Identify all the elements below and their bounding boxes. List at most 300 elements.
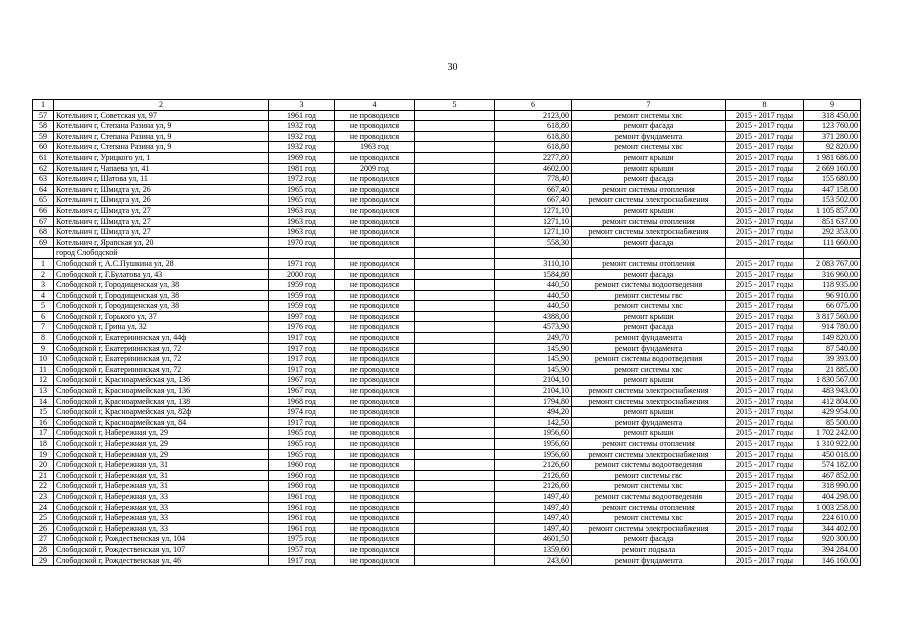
- area-cell: 2104,10: [495, 386, 572, 397]
- build-year-cell: 1960 год: [269, 470, 335, 481]
- work-type-cell: ремонт крыши: [572, 375, 726, 386]
- row-number-cell: 27: [33, 534, 54, 545]
- work-type-cell: ремонт системы хвс: [572, 513, 726, 524]
- area-cell: 440,50: [495, 280, 572, 291]
- work-type-cell: ремонт подвала: [572, 544, 726, 555]
- build-year-cell: 1968 год: [269, 396, 335, 407]
- cost-cell: 344 402.00: [804, 523, 861, 534]
- period-cell: 2015 - 2017 годы: [726, 195, 804, 206]
- build-year-cell: 1917 год: [269, 333, 335, 344]
- table-row: [33, 174, 861, 185]
- build-year-cell: 1997 год: [269, 311, 335, 322]
- work-type-cell: ремонт фундамента: [572, 343, 726, 354]
- table-row: [33, 343, 861, 354]
- period-cell: 2015 - 2017 годы: [726, 491, 804, 502]
- last-repair-cell: не проводился: [335, 407, 415, 418]
- address-cell: Слободской г, Красноармейская ул, 136: [54, 375, 269, 386]
- row-number-cell: 66: [33, 205, 54, 216]
- cost-cell: 371 280.00: [804, 131, 861, 142]
- last-repair-cell: не проводился: [335, 258, 415, 269]
- cost-cell: 851 637.00: [804, 216, 861, 227]
- empty-cell: [415, 258, 495, 269]
- build-year-cell: 1975 год: [269, 534, 335, 545]
- page-number: 30: [447, 62, 458, 73]
- table-row: [33, 110, 861, 121]
- period-cell: 2015 - 2017 годы: [726, 428, 804, 439]
- build-year-cell: 1960 год: [269, 460, 335, 471]
- header-cell: 7: [572, 100, 726, 111]
- area-cell: 145,90: [495, 364, 572, 375]
- empty-cell: [415, 417, 495, 428]
- build-year-cell: 1965 год: [269, 449, 335, 460]
- work-type-cell: ремонт системы электроснабжения: [572, 523, 726, 534]
- last-repair-cell: не проводился: [335, 152, 415, 163]
- area-cell: 243,60: [495, 555, 572, 566]
- period-cell: 2015 - 2017 годы: [726, 481, 804, 492]
- table-row: [33, 544, 861, 555]
- work-type-cell: ремонт системы отопления: [572, 439, 726, 450]
- empty-cell: [415, 491, 495, 502]
- table-row: [33, 364, 861, 375]
- cost-cell: 1 310 922.00: [804, 439, 861, 450]
- empty-cell: [415, 227, 495, 238]
- row-number-cell: 59: [33, 131, 54, 142]
- last-repair-cell: не проводился: [335, 439, 415, 450]
- work-type-cell: ремонт фасада: [572, 237, 726, 248]
- work-type-cell: ремонт крыши: [572, 205, 726, 216]
- empty-cell: [415, 449, 495, 460]
- build-year-cell: 1961 год: [269, 523, 335, 534]
- last-repair-cell: не проводился: [335, 311, 415, 322]
- work-type-cell: ремонт крыши: [572, 152, 726, 163]
- last-repair-cell: не проводился: [335, 523, 415, 534]
- cost-cell: 146 160.00: [804, 555, 861, 566]
- work-type-cell: ремонт крыши: [572, 163, 726, 174]
- period-cell: 2015 - 2017 годы: [726, 354, 804, 365]
- period-cell: 2015 - 2017 годы: [726, 258, 804, 269]
- header-cell: 4: [335, 100, 415, 111]
- build-year-cell: 1932 год: [269, 131, 335, 142]
- row-number-cell: 58: [33, 121, 54, 132]
- work-type-cell: ремонт системы хвс: [572, 110, 726, 121]
- work-type-cell: ремонт фундамента: [572, 333, 726, 344]
- last-repair-cell: не проводился: [335, 460, 415, 471]
- row-number-cell: 5: [33, 301, 54, 312]
- build-year-cell: 1970 год: [269, 237, 335, 248]
- work-type-cell: ремонт фасада: [572, 322, 726, 333]
- period-cell: 2015 - 2017 годы: [726, 534, 804, 545]
- work-type-cell: ремонт фундамента: [572, 555, 726, 566]
- last-repair-cell: не проводился: [335, 386, 415, 397]
- work-type-cell: ремонт системы водоотведения: [572, 354, 726, 365]
- area-cell: 3110,10: [495, 258, 572, 269]
- row-number-cell: 65: [33, 195, 54, 206]
- empty-cell: [415, 184, 495, 195]
- build-year-cell: 1961 год: [269, 502, 335, 513]
- area-cell: 2126,60: [495, 460, 572, 471]
- area-cell: 4388,00: [495, 311, 572, 322]
- work-type-cell: ремонт системы хвс: [572, 301, 726, 312]
- build-year-cell: 1960 год: [269, 481, 335, 492]
- cost-cell: 404 298.00: [804, 491, 861, 502]
- table-row: [33, 301, 861, 312]
- last-repair-cell: 2009 год: [335, 163, 415, 174]
- work-type-cell: ремонт фасада: [572, 174, 726, 185]
- row-number-cell: 23: [33, 491, 54, 502]
- row-number-cell: 63: [33, 174, 54, 185]
- address-cell: Слободской г, Грина ул, 32: [54, 322, 269, 333]
- empty-cell: [415, 364, 495, 375]
- cost-cell: 21 885.00: [804, 364, 861, 375]
- row-number-cell: 26: [33, 523, 54, 534]
- row-number-cell: 3: [33, 280, 54, 291]
- empty-cell: [415, 343, 495, 354]
- row-number-cell: 17: [33, 428, 54, 439]
- empty-cell: [415, 205, 495, 216]
- area-cell: 2126,60: [495, 481, 572, 492]
- last-repair-cell: не проводился: [335, 449, 415, 460]
- last-repair-cell: не проводился: [335, 534, 415, 545]
- table-row: [33, 449, 861, 460]
- work-type-cell: ремонт системы отопления: [572, 502, 726, 513]
- period-cell: 2015 - 2017 годы: [726, 142, 804, 153]
- header-cell: 5: [415, 100, 495, 111]
- table-row: [33, 195, 861, 206]
- row-number-cell: 2: [33, 269, 54, 280]
- cost-cell: 149 820.00: [804, 333, 861, 344]
- last-repair-cell: не проводился: [335, 110, 415, 121]
- table-row: [33, 428, 861, 439]
- area-cell: 558,30: [495, 237, 572, 248]
- empty-cell: [335, 248, 415, 259]
- cost-cell: 1 702 242.00: [804, 428, 861, 439]
- header-cell: 8: [726, 100, 804, 111]
- last-repair-cell: не проводился: [335, 131, 415, 142]
- build-year-cell: 1974 год: [269, 407, 335, 418]
- row-number-cell: 57: [33, 110, 54, 121]
- area-cell: 1794,80: [495, 396, 572, 407]
- cost-cell: 292 353.00: [804, 227, 861, 238]
- work-type-cell: ремонт крыши: [572, 407, 726, 418]
- build-year-cell: 1972 год: [269, 174, 335, 185]
- work-type-cell: ремонт системы хвс: [572, 481, 726, 492]
- work-type-cell: ремонт системы хвс: [572, 364, 726, 375]
- build-year-cell: 1981 год: [269, 163, 335, 174]
- build-year-cell: 1969 год: [269, 152, 335, 163]
- area-cell: 2277,80: [495, 152, 572, 163]
- last-repair-cell: не проводился: [335, 205, 415, 216]
- area-cell: 778,40: [495, 174, 572, 185]
- row-number-cell: 29: [33, 555, 54, 566]
- work-type-cell: ремонт системы электроснабжения: [572, 396, 726, 407]
- last-repair-cell: не проводился: [335, 290, 415, 301]
- address-cell: Слободской г, Набережная ул, 33: [54, 513, 269, 524]
- table-row: [33, 216, 861, 227]
- address-cell: Котельнич г, Степана Разина ул, 9: [54, 131, 269, 142]
- empty-cell: [415, 110, 495, 121]
- row-number-cell: 16: [33, 417, 54, 428]
- cost-cell: 111 660.00: [804, 237, 861, 248]
- period-cell: 2015 - 2017 годы: [726, 449, 804, 460]
- work-type-cell: ремонт системы электроснабжения: [572, 227, 726, 238]
- period-cell: 2015 - 2017 годы: [726, 110, 804, 121]
- empty-cell: [415, 407, 495, 418]
- last-repair-cell: не проводился: [335, 502, 415, 513]
- table-row: [33, 227, 861, 238]
- table-body: [33, 100, 861, 566]
- period-cell: 2015 - 2017 годы: [726, 290, 804, 301]
- build-year-cell: 1971 год: [269, 258, 335, 269]
- last-repair-cell: не проводился: [335, 544, 415, 555]
- area-cell: 4602,00: [495, 163, 572, 174]
- cost-cell: 450 018.00: [804, 449, 861, 460]
- last-repair-cell: не проводился: [335, 301, 415, 312]
- row-number-cell: 64: [33, 184, 54, 195]
- empty-cell: [415, 386, 495, 397]
- build-year-cell: 1963 год: [269, 216, 335, 227]
- period-cell: 2015 - 2017 годы: [726, 407, 804, 418]
- cost-cell: 574 182.00: [804, 460, 861, 471]
- table-row: [33, 555, 861, 566]
- table-header-row: [33, 100, 861, 111]
- last-repair-cell: не проводился: [335, 417, 415, 428]
- period-cell: 2015 - 2017 годы: [726, 555, 804, 566]
- address-cell: Слободской г, Набережная ул, 31: [54, 460, 269, 471]
- empty-cell: [415, 502, 495, 513]
- cost-cell: 3 817 560.00: [804, 311, 861, 322]
- build-year-cell: 1965 год: [269, 195, 335, 206]
- cost-cell: 153 502.00: [804, 195, 861, 206]
- work-type-cell: ремонт фундамента: [572, 417, 726, 428]
- address-cell: Котельнич г, Урицкого ул, 1: [54, 152, 269, 163]
- address-cell: Слободской г, Рождественская ул, 104: [54, 534, 269, 545]
- header-cell: 6: [495, 100, 572, 111]
- cost-cell: 118 935.00: [804, 280, 861, 291]
- empty-cell: [415, 280, 495, 291]
- empty-cell: [269, 248, 335, 259]
- section-row: [33, 248, 861, 259]
- period-cell: 2015 - 2017 годы: [726, 343, 804, 354]
- last-repair-cell: не проводился: [335, 184, 415, 195]
- empty-cell: [415, 290, 495, 301]
- address-cell: Слободской г, Красноармейская ул, 136: [54, 386, 269, 397]
- build-year-cell: 1932 год: [269, 142, 335, 153]
- period-cell: 2015 - 2017 годы: [726, 417, 804, 428]
- cost-cell: 920 300.00: [804, 534, 861, 545]
- build-year-cell: 1917 год: [269, 343, 335, 354]
- table-row: [33, 131, 861, 142]
- period-cell: 2015 - 2017 годы: [726, 301, 804, 312]
- cost-cell: 123 760.00: [804, 121, 861, 132]
- empty-cell: [415, 142, 495, 153]
- work-type-cell: ремонт системы водоотведения: [572, 460, 726, 471]
- row-number-cell: 13: [33, 386, 54, 397]
- table-row: [33, 163, 861, 174]
- period-cell: 2015 - 2017 годы: [726, 322, 804, 333]
- address-cell: Слободской г, Г.Булатова ул, 43: [54, 269, 269, 280]
- cost-cell: 1 830 567.00: [804, 375, 861, 386]
- empty-cell: [415, 237, 495, 248]
- last-repair-cell: не проводился: [335, 322, 415, 333]
- table-row: [33, 237, 861, 248]
- build-year-cell: 1963 год: [269, 227, 335, 238]
- row-number-cell: 21: [33, 470, 54, 481]
- row-number-cell: 4: [33, 290, 54, 301]
- period-cell: 2015 - 2017 годы: [726, 502, 804, 513]
- empty-cell: [726, 248, 804, 259]
- area-cell: 2104,10: [495, 375, 572, 386]
- header-cell: 2: [54, 100, 269, 111]
- build-year-cell: 1961 год: [269, 491, 335, 502]
- last-repair-cell: не проводился: [335, 195, 415, 206]
- address-cell: Котельнич г, Степана Разина ул, 9: [54, 142, 269, 153]
- area-cell: 1956,60: [495, 449, 572, 460]
- period-cell: 2015 - 2017 годы: [726, 439, 804, 450]
- area-cell: 4601,50: [495, 534, 572, 545]
- area-cell: 1497,40: [495, 523, 572, 534]
- cost-cell: 318 450.00: [804, 110, 861, 121]
- row-number-cell: 22: [33, 481, 54, 492]
- address-cell: Слободской г, Горького ул, 37: [54, 311, 269, 322]
- address-cell: Слободской г, Городищенская ул, 38: [54, 290, 269, 301]
- address-cell: Котельнич г, Шмидта ул, 27: [54, 216, 269, 227]
- period-cell: 2015 - 2017 годы: [726, 216, 804, 227]
- empty-cell: [415, 396, 495, 407]
- empty-cell: [415, 311, 495, 322]
- cost-cell: 224 610.00: [804, 513, 861, 524]
- row-number-cell: 8: [33, 333, 54, 344]
- address-cell: Слободской г, Набережная ул, 29: [54, 449, 269, 460]
- row-number-cell: 12: [33, 375, 54, 386]
- empty-cell: [415, 555, 495, 566]
- row-number-cell: 6: [33, 311, 54, 322]
- build-year-cell: 1965 год: [269, 428, 335, 439]
- period-cell: 2015 - 2017 годы: [726, 269, 804, 280]
- area-cell: 440,50: [495, 301, 572, 312]
- header-cell: 9: [804, 100, 861, 111]
- empty-cell: [415, 439, 495, 450]
- work-type-cell: ремонт системы водоотведения: [572, 491, 726, 502]
- last-repair-cell: не проводился: [335, 481, 415, 492]
- cost-cell: 96 910.00: [804, 290, 861, 301]
- period-cell: 2015 - 2017 годы: [726, 152, 804, 163]
- build-year-cell: 1917 год: [269, 555, 335, 566]
- cost-cell: 447 158.00: [804, 184, 861, 195]
- address-cell: Слободской г, Екатерининская ул, 72: [54, 364, 269, 375]
- period-cell: 2015 - 2017 годы: [726, 227, 804, 238]
- period-cell: 2015 - 2017 годы: [726, 280, 804, 291]
- row-number-cell: 14: [33, 396, 54, 407]
- area-cell: 618,80: [495, 121, 572, 132]
- cost-cell: 483 943.00: [804, 386, 861, 397]
- build-year-cell: 1965 год: [269, 439, 335, 450]
- table-row: [33, 269, 861, 280]
- address-cell: Слободской г, Екатерининская ул, 44ф: [54, 333, 269, 344]
- empty-cell: [33, 248, 54, 259]
- build-year-cell: 1957 год: [269, 544, 335, 555]
- last-repair-cell: не проводился: [335, 364, 415, 375]
- area-cell: 2123,00: [495, 110, 572, 121]
- work-type-cell: ремонт фасада: [572, 534, 726, 545]
- table-row: [33, 439, 861, 450]
- address-cell: Котельнич г, Ярanская ул, 20: [54, 237, 269, 248]
- work-type-cell: ремонт системы гвс: [572, 290, 726, 301]
- table-row: [33, 513, 861, 524]
- cost-cell: 1 003 258.00: [804, 502, 861, 513]
- address-cell: Слободской г, Набережная ул, 33: [54, 523, 269, 534]
- area-cell: 249,70: [495, 333, 572, 344]
- area-cell: 1271,10: [495, 227, 572, 238]
- empty-cell: [415, 544, 495, 555]
- empty-cell: [415, 523, 495, 534]
- period-cell: 2015 - 2017 годы: [726, 513, 804, 524]
- empty-cell: [415, 131, 495, 142]
- empty-cell: [415, 460, 495, 471]
- area-cell: 1956,60: [495, 439, 572, 450]
- empty-cell: [415, 152, 495, 163]
- build-year-cell: 1959 год: [269, 301, 335, 312]
- table-row: [33, 152, 861, 163]
- last-repair-cell: не проводился: [335, 269, 415, 280]
- last-repair-cell: не проводился: [335, 216, 415, 227]
- cost-cell: 316 960.00: [804, 269, 861, 280]
- period-cell: 2015 - 2017 годы: [726, 311, 804, 322]
- cost-cell: 1 105 857.00: [804, 205, 861, 216]
- area-cell: 142,50: [495, 417, 572, 428]
- address-cell: Слободской г, Городищенская ул, 38: [54, 301, 269, 312]
- address-cell: Слободской г, А.С.Пушкина ул, 28: [54, 258, 269, 269]
- address-cell: Слободской г, Набережная ул, 31: [54, 470, 269, 481]
- address-cell: Слободской г, Рождественская ул, 107: [54, 544, 269, 555]
- empty-cell: [415, 375, 495, 386]
- build-year-cell: 1917 год: [269, 354, 335, 365]
- cost-cell: 85 500.00: [804, 417, 861, 428]
- row-number-cell: 10: [33, 354, 54, 365]
- last-repair-cell: не проводился: [335, 227, 415, 238]
- empty-cell: [495, 248, 572, 259]
- period-cell: 2015 - 2017 годы: [726, 396, 804, 407]
- row-number-cell: 7: [33, 322, 54, 333]
- address-cell: Котельнич г, Степана Разина ул, 9: [54, 121, 269, 132]
- row-number-cell: 62: [33, 163, 54, 174]
- table-row: [33, 396, 861, 407]
- period-cell: 2015 - 2017 годы: [726, 544, 804, 555]
- empty-cell: [415, 301, 495, 312]
- address-cell: Котельнич г, Шатова ул, 11: [54, 174, 269, 185]
- address-cell: Слободской г, Красноармейская ул, 138: [54, 396, 269, 407]
- row-number-cell: 11: [33, 364, 54, 375]
- last-repair-cell: не проводился: [335, 491, 415, 502]
- last-repair-cell: не проводился: [335, 174, 415, 185]
- table-row: [33, 121, 861, 132]
- address-cell: Слободской г, Екатерининская ул, 72: [54, 343, 269, 354]
- table-row: [33, 290, 861, 301]
- empty-cell: [572, 248, 726, 259]
- period-cell: 2015 - 2017 годы: [726, 163, 804, 174]
- cost-cell: 1 981 686.00: [804, 152, 861, 163]
- address-cell: Слободской г, Набережная ул, 29: [54, 428, 269, 439]
- empty-cell: [415, 269, 495, 280]
- address-cell: Котельнич г, Чапаева ул, 41: [54, 163, 269, 174]
- cost-cell: 87 540.00: [804, 343, 861, 354]
- area-cell: 1271,10: [495, 205, 572, 216]
- address-cell: Слободской г, Набережная ул, 33: [54, 502, 269, 513]
- last-repair-cell: не проводился: [335, 396, 415, 407]
- table-row: [33, 481, 861, 492]
- build-year-cell: 1917 год: [269, 364, 335, 375]
- row-number-cell: 24: [33, 502, 54, 513]
- empty-cell: [415, 174, 495, 185]
